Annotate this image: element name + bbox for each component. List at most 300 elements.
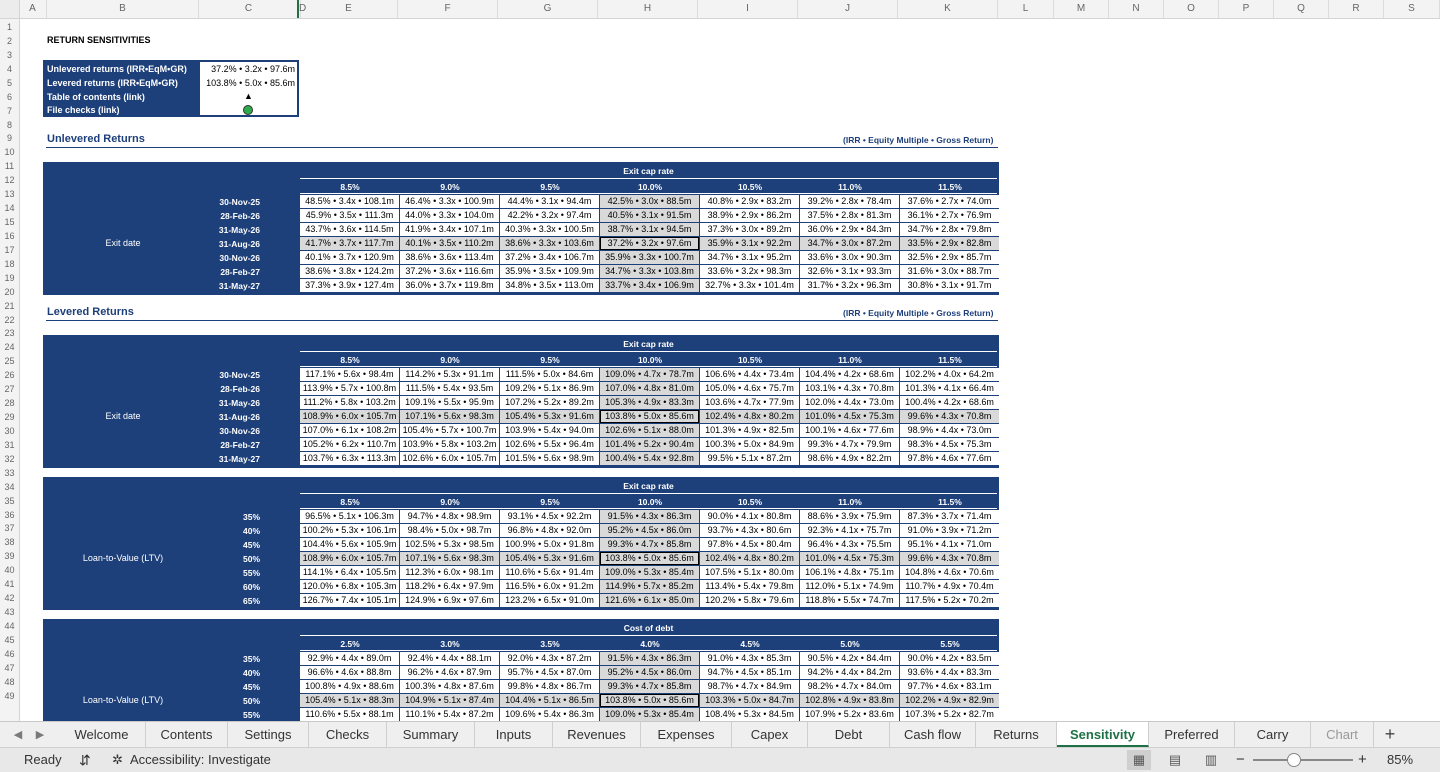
table-cell[interactable]: 42.2% • 3.2x • 97.4m xyxy=(500,209,599,222)
table-cell[interactable]: 109.0% • 5.3x • 85.4m xyxy=(600,566,699,579)
column-header-g[interactable]: G xyxy=(498,0,598,18)
table-cell[interactable]: 109.1% • 5.5x • 95.9m xyxy=(400,396,499,409)
table-cell[interactable]: 40.8% • 2.9x • 83.2m xyxy=(700,195,799,208)
row-header-28[interactable]: 28 xyxy=(4,398,15,409)
table-cell[interactable]: 48.5% • 3.4x • 108.1m xyxy=(300,195,399,208)
row-header-14[interactable]: 14 xyxy=(4,203,15,214)
table-cell[interactable]: 107.5% • 5.1x • 80.0m xyxy=(700,566,799,579)
table-cell[interactable]: 36.0% • 2.9x • 84.3m xyxy=(800,223,899,236)
row-header-48[interactable]: 48 xyxy=(4,676,15,687)
table-cell[interactable]: 109.6% • 5.4x • 86.3m xyxy=(500,708,599,721)
table-cell[interactable]: 102.5% • 5.3x • 98.5m xyxy=(400,538,499,551)
table-cell[interactable]: 108.9% • 6.0x • 105.7m xyxy=(300,410,399,423)
row-header-4[interactable]: 4 xyxy=(6,63,12,74)
table-cell[interactable]: 120.2% • 5.8x • 79.6m xyxy=(700,594,799,607)
table-cell[interactable]: 110.7% • 4.9x • 70.4m xyxy=(900,580,999,593)
table-cell[interactable]: 110.6% • 5.5x • 88.1m xyxy=(300,708,399,721)
table-cell[interactable]: 97.8% • 4.6x • 77.6m xyxy=(900,452,999,465)
table-cell[interactable]: 103.3% • 5.0x • 84.7m xyxy=(700,694,799,707)
table-cell[interactable]: 97.7% • 4.6x • 83.1m xyxy=(900,680,999,693)
row-header-11[interactable]: 11 xyxy=(4,161,15,172)
table-cell[interactable]: 98.2% • 4.7x • 84.0m xyxy=(800,680,899,693)
sheet-tab-chart[interactable]: Chart xyxy=(1311,722,1374,747)
row-header-6[interactable]: 6 xyxy=(6,91,12,102)
row-header-37[interactable]: 37 xyxy=(4,523,15,534)
table-cell[interactable]: 103.8% • 5.0x • 85.6m xyxy=(600,410,699,423)
table-cell[interactable]: 32.7% • 3.3x • 101.4m xyxy=(700,279,799,292)
table-cell[interactable]: 40.5% • 3.1x • 91.5m xyxy=(600,209,699,222)
row-value-label: 30-Nov-26 xyxy=(219,253,260,263)
table-cell[interactable]: 34.8% • 3.5x • 113.0m xyxy=(500,279,599,292)
table-cell[interactable]: 103.9% • 5.8x • 103.2m xyxy=(400,438,499,451)
accessibility-icon[interactable]: ✲ xyxy=(112,752,123,767)
row-header-33[interactable]: 33 xyxy=(4,467,15,478)
column-header-d[interactable]: D xyxy=(299,0,301,18)
table-cell[interactable]: 102.6% • 5.5x • 96.4m xyxy=(500,438,599,451)
table-cell[interactable]: 104.4% • 5.1x • 86.5m xyxy=(500,694,599,707)
page-break-view-icon[interactable]: ▥ xyxy=(1204,752,1218,767)
row-header-41[interactable]: 41 xyxy=(4,579,15,590)
table-cell[interactable]: 118.8% • 5.5x • 74.7m xyxy=(800,594,899,607)
select-all-corner[interactable] xyxy=(0,0,20,18)
column-header-k[interactable]: K xyxy=(898,0,998,18)
table-cell[interactable]: 102.4% • 4.8x • 80.2m xyxy=(700,552,799,565)
column-header-h[interactable]: H xyxy=(598,0,698,18)
row-header-1[interactable]: 1 xyxy=(6,22,12,32)
table-cell[interactable]: 100.3% • 4.8x • 87.6m xyxy=(400,680,499,693)
table-cell[interactable]: 101.5% • 5.6x • 98.9m xyxy=(500,452,599,465)
table-cell[interactable]: 96.2% • 4.6x • 87.9m xyxy=(400,666,499,679)
normal-view-icon[interactable]: ▦ xyxy=(1127,750,1151,770)
macro-record-icon[interactable]: ⇵ xyxy=(79,752,91,768)
table-cell[interactable]: 98.3% • 4.5x • 75.3m xyxy=(900,438,999,451)
table-cell[interactable]: 105.3% • 4.9x • 83.3m xyxy=(600,396,699,409)
row-header-8[interactable]: 8 xyxy=(6,119,12,130)
table-cell[interactable]: 40.1% • 3.5x • 110.2m xyxy=(400,237,499,250)
table-cell[interactable]: 99.6% • 4.3x • 70.8m xyxy=(900,410,999,423)
table-cell[interactable]: 126.7% • 7.4x • 105.1m xyxy=(300,594,399,607)
column-header-r[interactable]: R xyxy=(1329,0,1384,18)
table-cell[interactable]: 43.7% • 3.6x • 114.5m xyxy=(300,223,399,236)
table-cell[interactable]: 117.5% • 5.2x • 70.2m xyxy=(900,594,999,607)
table-cell[interactable]: 107.1% • 5.6x • 98.3m xyxy=(400,410,499,423)
row-value-label: 28-Feb-27 xyxy=(220,440,260,450)
row-header-10[interactable]: 10 xyxy=(4,147,15,158)
row-header-21[interactable]: 21 xyxy=(4,300,15,311)
table-cell[interactable]: 88.6% • 3.9x • 75.9m xyxy=(800,510,899,523)
table-cell[interactable]: 109.2% • 5.1x • 86.9m xyxy=(500,382,599,395)
table-cell[interactable]: 112.0% • 5.1x • 74.9m xyxy=(800,580,899,593)
row-header-19[interactable]: 19 xyxy=(4,272,15,283)
zoom-slider-track[interactable] xyxy=(1253,759,1353,761)
row-header-46[interactable]: 46 xyxy=(4,648,15,659)
table-cell[interactable]: 103.8% • 5.0x • 85.6m xyxy=(600,552,699,565)
table-cell[interactable]: 121.6% • 6.1x • 85.0m xyxy=(600,594,699,607)
table-cell[interactable]: 92.4% • 4.4x • 88.1m xyxy=(400,652,499,665)
row-header-18[interactable]: 18 xyxy=(4,258,15,269)
sheet-tab-sensitivity[interactable]: Sensitivity xyxy=(1057,722,1149,747)
row-header-39[interactable]: 39 xyxy=(4,551,15,562)
table-cell[interactable]: 113.4% • 5.4x • 79.8m xyxy=(700,580,799,593)
table-cell[interactable]: 98.7% • 4.7x • 84.9m xyxy=(700,680,799,693)
table-cell[interactable]: 95.7% • 4.5x • 87.0m xyxy=(500,666,599,679)
table-cell[interactable]: 95.1% • 4.1x • 71.0m xyxy=(900,538,999,551)
table-cell[interactable]: 90.5% • 4.2x • 84.4m xyxy=(800,652,899,665)
table-cell[interactable]: 100.4% • 5.4x • 92.8m xyxy=(600,452,699,465)
zoom-out-button[interactable]: − xyxy=(1236,751,1245,768)
table-cell[interactable]: 114.2% • 5.3x • 91.1m xyxy=(400,368,499,381)
table-cell[interactable]: 99.5% • 5.1x • 87.2m xyxy=(700,452,799,465)
table-cell[interactable]: 40.3% • 3.3x • 100.5m xyxy=(500,223,599,236)
column-header-o[interactable]: O xyxy=(1164,0,1219,18)
table-cell[interactable]: 102.4% • 4.8x • 80.2m xyxy=(700,410,799,423)
table-cell[interactable]: 102.2% • 4.9x • 82.9m xyxy=(900,694,999,707)
sheet-tab-debt[interactable]: Debt xyxy=(808,722,890,747)
table-cell[interactable]: 108.4% • 5.3x • 84.5m xyxy=(700,708,799,721)
column-header-a[interactable]: A xyxy=(19,0,47,18)
table-cell[interactable]: 124.9% • 6.9x • 97.6m xyxy=(400,594,499,607)
table-cell[interactable]: 91.0% • 3.9x • 71.2m xyxy=(900,524,999,537)
table-cell[interactable]: 114.1% • 6.4x • 105.5m xyxy=(300,566,399,579)
table-cell[interactable]: 91.5% • 4.3x • 86.3m xyxy=(600,510,699,523)
table-cell[interactable]: 87.3% • 3.7x • 71.4m xyxy=(900,510,999,523)
table-cell[interactable]: 114.9% • 5.7x • 85.2m xyxy=(600,580,699,593)
column-header-p[interactable]: P xyxy=(1219,0,1274,18)
table-cell[interactable]: 91.5% • 4.3x • 86.3m xyxy=(600,652,699,665)
table-cell[interactable]: 33.6% • 3.0x • 90.3m xyxy=(800,251,899,264)
toc-arrow-icon[interactable]: ▲ xyxy=(244,91,253,101)
table-cell[interactable]: 97.8% • 4.5x • 80.4m xyxy=(700,538,799,551)
table-cell[interactable]: 109.0% • 5.3x • 85.4m xyxy=(600,708,699,721)
table-cell[interactable]: 100.1% • 4.6x • 77.6m xyxy=(800,424,899,437)
column-header-m[interactable]: M xyxy=(1054,0,1109,18)
table-cell[interactable]: 45.9% • 3.5x • 111.3m xyxy=(300,209,399,222)
table-cell[interactable]: 33.5% • 2.9x • 82.8m xyxy=(900,237,999,250)
table-cell[interactable]: 109.0% • 4.7x • 78.7m xyxy=(600,368,699,381)
tab-scroll-left-icon[interactable]: ◀ xyxy=(13,729,23,741)
row-value-label: 35% xyxy=(242,654,260,664)
sheet-tab-settings[interactable]: Settings xyxy=(228,722,309,747)
row-header-22[interactable]: 22 xyxy=(4,314,15,325)
table-cell[interactable]: 110.1% • 5.4x • 87.2m xyxy=(400,708,499,721)
table-cell[interactable]: 118.2% • 6.4x • 97.9m xyxy=(400,580,499,593)
unlevered-section-rule xyxy=(46,147,998,148)
table-cell[interactable]: 37.3% • 3.0x • 89.2m xyxy=(700,223,799,236)
table-cell[interactable]: 33.6% • 3.2x • 98.3m xyxy=(700,265,799,278)
table-cell[interactable]: 102.0% • 4.4x • 73.0m xyxy=(800,396,899,409)
row-header-44[interactable]: 44 xyxy=(4,620,15,631)
table-cell[interactable]: 31.7% • 3.2x • 96.3m xyxy=(800,279,899,292)
row-header-5[interactable]: 5 xyxy=(6,77,12,88)
table-cell[interactable]: 90.0% • 4.1x • 80.8m xyxy=(700,510,799,523)
row-header-3[interactable]: 3 xyxy=(6,49,12,60)
sheet-tab-capex[interactable]: Capex xyxy=(732,722,808,747)
sheet-tab-preferred[interactable]: Preferred xyxy=(1149,722,1235,747)
sheet-tab-summary[interactable]: Summary xyxy=(387,722,475,747)
row-header-38[interactable]: 38 xyxy=(4,537,15,548)
table-cell[interactable]: 44.0% • 3.3x • 104.0m xyxy=(400,209,499,222)
table-cell[interactable]: 35.9% • 3.3x • 100.7m xyxy=(600,251,699,264)
table-cell[interactable]: 120.0% • 6.8x • 105.3m xyxy=(300,580,399,593)
table-cell[interactable]: 105.4% • 5.7x • 100.7m xyxy=(400,424,499,437)
table-cell[interactable]: 106.6% • 4.4x • 73.4m xyxy=(700,368,799,381)
table-cell[interactable]: 104.4% • 4.2x • 68.6m xyxy=(800,368,899,381)
table-cell[interactable]: 37.5% • 2.8x • 81.3m xyxy=(800,209,899,222)
table-cell[interactable]: 30.8% • 3.1x • 91.7m xyxy=(900,279,999,292)
row-header-40[interactable]: 40 xyxy=(4,565,15,576)
table-cell[interactable]: 105.4% • 5.3x • 91.6m xyxy=(500,552,599,565)
table-cell[interactable]: 92.0% • 4.3x • 87.2m xyxy=(500,652,599,665)
column-header-j[interactable]: J xyxy=(798,0,898,18)
table-cell[interactable]: 107.0% • 6.1x • 108.2m xyxy=(300,424,399,437)
column-header-c[interactable]: C xyxy=(199,0,299,18)
table-cell[interactable]: 111.5% • 5.0x • 84.6m xyxy=(500,368,599,381)
row-header-25[interactable]: 25 xyxy=(4,356,15,367)
table-cell[interactable]: 99.3% • 4.7x • 85.8m xyxy=(600,538,699,551)
column-header-rule xyxy=(300,193,997,194)
table-cell[interactable]: 33.7% • 3.4x • 106.9m xyxy=(600,279,699,292)
table-cell[interactable]: 38.6% • 3.6x • 113.4m xyxy=(400,251,499,264)
row-header-27[interactable]: 27 xyxy=(4,384,15,395)
table-cell[interactable]: 39.2% • 2.8x • 78.4m xyxy=(800,195,899,208)
row-header-42[interactable]: 42 xyxy=(4,593,15,604)
table-cell[interactable]: 93.1% • 4.5x • 92.2m xyxy=(500,510,599,523)
table-cell[interactable]: 96.4% • 4.3x • 75.5m xyxy=(800,538,899,551)
table-cell[interactable]: 38.6% • 3.8x • 124.2m xyxy=(300,265,399,278)
table-cell[interactable]: 102.2% • 4.0x • 64.2m xyxy=(900,368,999,381)
table-cell[interactable]: 103.9% • 5.4x • 94.0m xyxy=(500,424,599,437)
sheet-tab-checks[interactable]: Checks xyxy=(309,722,387,747)
table-cell[interactable]: 107.2% • 5.2x • 89.2m xyxy=(500,396,599,409)
row-header-31[interactable]: 31 xyxy=(4,439,15,450)
table-cell[interactable]: 32.6% • 3.1x • 93.3m xyxy=(800,265,899,278)
file-check-status-icon[interactable] xyxy=(243,105,253,115)
table-cell[interactable]: 103.6% • 4.7x • 77.9m xyxy=(700,396,799,409)
column-header-l[interactable]: L xyxy=(998,0,1054,18)
column-header-s[interactable]: S xyxy=(1384,0,1440,18)
table-cell[interactable]: 92.9% • 4.4x • 89.0m xyxy=(300,652,399,665)
table-cell[interactable]: 107.1% • 5.6x • 98.3m xyxy=(400,552,499,565)
table-cell[interactable]: 94.2% • 4.4x • 84.2m xyxy=(800,666,899,679)
table-cell[interactable]: 99.8% • 4.8x • 86.7m xyxy=(500,680,599,693)
table-cell[interactable]: 99.3% • 4.7x • 85.8m xyxy=(600,680,699,693)
table-cell[interactable]: 90.0% • 4.2x • 83.5m xyxy=(900,652,999,665)
tab-scroll-right-icon[interactable]: ▶ xyxy=(35,729,45,741)
toc-link-label[interactable]: Table of contents (link) xyxy=(47,92,145,102)
row-header-36[interactable]: 36 xyxy=(4,509,15,520)
row-header-30[interactable]: 30 xyxy=(4,425,15,436)
row-value-label: 55% xyxy=(242,568,260,578)
table-cell[interactable]: 100.2% • 5.3x • 106.1m xyxy=(300,524,399,537)
table-cell[interactable]: 41.9% • 3.4x • 107.1m xyxy=(400,223,499,236)
table-cell[interactable]: 32.5% • 2.9x • 85.7m xyxy=(900,251,999,264)
column-header-e[interactable]: E xyxy=(300,0,398,18)
column-header-f[interactable]: F xyxy=(398,0,498,18)
table-cell[interactable]: 101.0% • 4.5x • 75.3m xyxy=(800,552,899,565)
table-cell[interactable]: 102.6% • 5.1x • 88.0m xyxy=(600,424,699,437)
row-header-45[interactable]: 45 xyxy=(4,634,15,645)
column-header-q[interactable]: Q xyxy=(1274,0,1329,18)
table-cell[interactable]: 38.9% • 2.9x • 86.2m xyxy=(700,209,799,222)
sheet-tab-cash-flow[interactable]: Cash flow xyxy=(890,722,976,747)
table-cell[interactable]: 37.2% • 3.4x • 106.7m xyxy=(500,251,599,264)
table-cell[interactable]: 96.5% • 5.1x • 106.3m xyxy=(300,510,399,523)
table-cell[interactable]: 38.6% • 3.3x • 103.6m xyxy=(500,237,599,250)
zoom-level[interactable]: 85% xyxy=(1387,752,1414,767)
sheet-tab-inputs[interactable]: Inputs xyxy=(475,722,553,747)
sheet-tab-carry[interactable]: Carry xyxy=(1235,722,1311,747)
table-cell[interactable]: 34.7% • 3.1x • 95.2m xyxy=(700,251,799,264)
axis-title-rule xyxy=(300,351,997,352)
sheet-tab-welcome[interactable]: Welcome xyxy=(58,722,146,747)
column-value-header: 5.5% xyxy=(940,639,960,649)
table-cell[interactable]: 100.9% • 5.0x • 91.8m xyxy=(500,538,599,551)
table-cell[interactable]: 98.6% • 4.9x • 82.2m xyxy=(800,452,899,465)
row-header-13[interactable]: 13 xyxy=(4,189,15,200)
row-header-35[interactable]: 35 xyxy=(4,495,15,506)
row-header-32[interactable]: 32 xyxy=(4,453,15,464)
row-header-49[interactable]: 49 xyxy=(4,690,15,701)
row-header-17[interactable]: 17 xyxy=(4,244,15,255)
sheet-tab-returns[interactable]: Returns xyxy=(976,722,1057,747)
table-cell[interactable]: 99.6% • 4.3x • 70.8m xyxy=(900,552,999,565)
table-cell[interactable]: 104.8% • 4.6x • 70.6m xyxy=(900,566,999,579)
zoom-in-button[interactable]: + xyxy=(1358,751,1367,768)
table-cell[interactable]: 40.1% • 3.7x • 120.9m xyxy=(300,251,399,264)
table-cell[interactable]: 34.7% • 2.8x • 79.8m xyxy=(900,223,999,236)
table-cell[interactable]: 116.5% • 6.0x • 91.2m xyxy=(500,580,599,593)
table-cell[interactable]: 101.4% • 5.2x • 90.4m xyxy=(600,438,699,451)
table-cell[interactable]: 100.8% • 4.9x • 88.6m xyxy=(300,680,399,693)
table-cell[interactable]: 113.9% • 5.7x • 100.8m xyxy=(300,382,399,395)
sensitivity-table-4 xyxy=(43,619,999,721)
table-cell[interactable]: 104.9% • 5.1x • 87.4m xyxy=(400,694,499,707)
table-cell[interactable]: 96.8% • 4.8x • 92.0m xyxy=(500,524,599,537)
table-cell[interactable]: 105.2% • 6.2x • 110.7m xyxy=(300,438,399,451)
table-cell[interactable]: 46.4% • 3.3x • 100.9m xyxy=(400,195,499,208)
table-cell[interactable]: 123.2% • 6.5x • 91.0m xyxy=(500,594,599,607)
row-header-7[interactable]: 7 xyxy=(6,105,12,116)
sheet-tab-contents[interactable]: Contents xyxy=(146,722,228,747)
table-cell[interactable]: 91.0% • 4.3x • 85.3m xyxy=(700,652,799,665)
row-header-43[interactable]: 43 xyxy=(4,607,15,618)
table-cell[interactable]: 108.9% • 6.0x • 105.7m xyxy=(300,552,399,565)
column-value-header: 8.5% xyxy=(340,355,360,365)
row-header-34[interactable]: 34 xyxy=(4,481,15,492)
table-cell[interactable]: 101.3% • 4.9x • 82.5m xyxy=(700,424,799,437)
table-cell[interactable]: 34.7% • 3.3x • 103.8m xyxy=(600,265,699,278)
row-header-9[interactable]: 9 xyxy=(6,133,12,144)
table-cell[interactable]: 37.6% • 2.7x • 74.0m xyxy=(900,195,999,208)
table-cell[interactable]: 105.0% • 4.6x • 75.7m xyxy=(700,382,799,395)
row-header-23[interactable]: 23 xyxy=(4,328,15,339)
table-cell[interactable]: 100.4% • 4.2x • 68.6m xyxy=(900,396,999,409)
row-header-2[interactable]: 2 xyxy=(6,35,12,46)
row-value-label: 31-Aug-26 xyxy=(218,239,260,249)
table-cell[interactable]: 101.3% • 4.1x • 66.4m xyxy=(900,382,999,395)
table-cell[interactable]: 38.7% • 3.1x • 94.5m xyxy=(600,223,699,236)
table-cell[interactable]: 107.3% • 5.2x • 82.7m xyxy=(900,708,999,721)
sheet-tab-revenues[interactable]: Revenues xyxy=(553,722,641,747)
table-cell[interactable]: 36.0% • 3.7x • 119.8m xyxy=(400,279,499,292)
table-cell[interactable]: 111.5% • 5.4x • 93.5m xyxy=(400,382,499,395)
table-cell[interactable]: 112.3% • 6.0x • 98.1m xyxy=(400,566,499,579)
table-cell[interactable]: 94.7% • 4.5x • 85.1m xyxy=(700,666,799,679)
table-cell[interactable]: 107.9% • 5.2x • 83.6m xyxy=(800,708,899,721)
table-cell[interactable]: 92.3% • 4.1x • 75.7m xyxy=(800,524,899,537)
row-header-24[interactable]: 24 xyxy=(4,342,15,353)
table-cell[interactable]: 103.1% • 4.3x • 70.8m xyxy=(800,382,899,395)
table-cell[interactable]: 103.7% • 6.3x • 113.3m xyxy=(300,452,399,465)
ready-status: Ready xyxy=(24,752,62,767)
table-cell[interactable]: 101.0% • 4.5x • 75.3m xyxy=(800,410,899,423)
accessibility-status[interactable]: Accessibility: Investigate xyxy=(130,752,271,767)
table-cell[interactable]: 95.2% • 4.5x • 86.0m xyxy=(600,666,699,679)
table-cell[interactable]: 96.6% • 4.6x • 88.8m xyxy=(300,666,399,679)
table-cell[interactable]: 117.1% • 5.6x • 98.4m xyxy=(300,368,399,381)
table-cell[interactable]: 105.4% • 5.3x • 91.6m xyxy=(500,410,599,423)
row-header-29[interactable]: 29 xyxy=(4,412,15,423)
table-cell[interactable]: 103.8% • 5.0x • 85.6m xyxy=(600,694,699,707)
table-cell[interactable]: 94.7% • 4.8x • 98.9m xyxy=(400,510,499,523)
page-layout-view-icon[interactable]: ▤ xyxy=(1168,752,1182,767)
zoom-slider-handle[interactable] xyxy=(1287,753,1301,767)
table-cell[interactable]: 93.6% • 4.4x • 83.3m xyxy=(900,666,999,679)
table-cell[interactable]: 100.3% • 5.0x • 84.9m xyxy=(700,438,799,451)
table-cell[interactable]: 35.9% • 3.1x • 92.2m xyxy=(700,237,799,250)
table-cell[interactable]: 98.4% • 5.0x • 98.7m xyxy=(400,524,499,537)
table-cell[interactable]: 104.4% • 5.6x • 105.9m xyxy=(300,538,399,551)
table-cell[interactable]: 102.6% • 6.0x • 105.7m xyxy=(400,452,499,465)
table-cell[interactable]: 99.3% • 4.7x • 79.9m xyxy=(800,438,899,451)
sheet-tab-expenses[interactable]: Expenses xyxy=(641,722,732,747)
table-cell[interactable]: 36.1% • 2.7x • 76.9m xyxy=(900,209,999,222)
table-cell[interactable]: 110.6% • 5.6x • 91.4m xyxy=(500,566,599,579)
row-header-bar xyxy=(0,19,20,721)
column-header-b[interactable]: B xyxy=(47,0,199,18)
column-header-n[interactable]: N xyxy=(1109,0,1164,18)
table-cell[interactable]: 37.2% • 3.6x • 116.6m xyxy=(400,265,499,278)
table-cell[interactable]: 41.7% • 3.7x • 117.7m xyxy=(300,237,399,250)
row-header-15[interactable]: 15 xyxy=(4,217,15,228)
row-value-label: 31-May-26 xyxy=(218,398,260,408)
table-cell[interactable]: 98.9% • 4.4x • 73.0m xyxy=(900,424,999,437)
table-cell[interactable]: 93.7% • 4.3x • 80.6m xyxy=(700,524,799,537)
table-cell[interactable]: 37.2% • 3.2x • 97.6m xyxy=(600,237,699,250)
row-header-26[interactable]: 26 xyxy=(4,370,15,381)
table-cell[interactable]: 44.4% • 3.1x • 94.4m xyxy=(500,195,599,208)
row-header-20[interactable]: 20 xyxy=(4,286,15,297)
add-sheet-button[interactable]: + xyxy=(1384,724,1396,744)
worksheet-grid[interactable] xyxy=(20,19,1440,721)
row-header-47[interactable]: 47 xyxy=(4,662,15,673)
table-cell[interactable]: 107.0% • 4.8x • 81.0m xyxy=(600,382,699,395)
table-cell[interactable]: 37.3% • 3.9x • 127.4m xyxy=(300,279,399,292)
table-cell[interactable]: 111.2% • 5.8x • 103.2m xyxy=(300,396,399,409)
file-checks-link-label[interactable]: File checks (link) xyxy=(47,105,120,115)
table-cell[interactable]: 42.5% • 3.0x • 88.5m xyxy=(600,195,699,208)
table-cell[interactable]: 35.9% • 3.5x • 109.9m xyxy=(500,265,599,278)
table-cell[interactable]: 105.4% • 5.1x • 88.3m xyxy=(300,694,399,707)
table-cell[interactable]: 34.7% • 3.0x • 87.2m xyxy=(800,237,899,250)
table-cell[interactable]: 106.1% • 4.8x • 75.1m xyxy=(800,566,899,579)
row-header-16[interactable]: 16 xyxy=(4,230,15,241)
row-header-12[interactable]: 12 xyxy=(4,175,15,186)
table-cell[interactable]: 102.8% • 4.9x • 83.8m xyxy=(800,694,899,707)
table-cell[interactable]: 95.2% • 4.5x • 86.0m xyxy=(600,524,699,537)
column-header-i[interactable]: I xyxy=(698,0,798,18)
table-cell[interactable]: 31.6% • 3.0x • 88.7m xyxy=(900,265,999,278)
